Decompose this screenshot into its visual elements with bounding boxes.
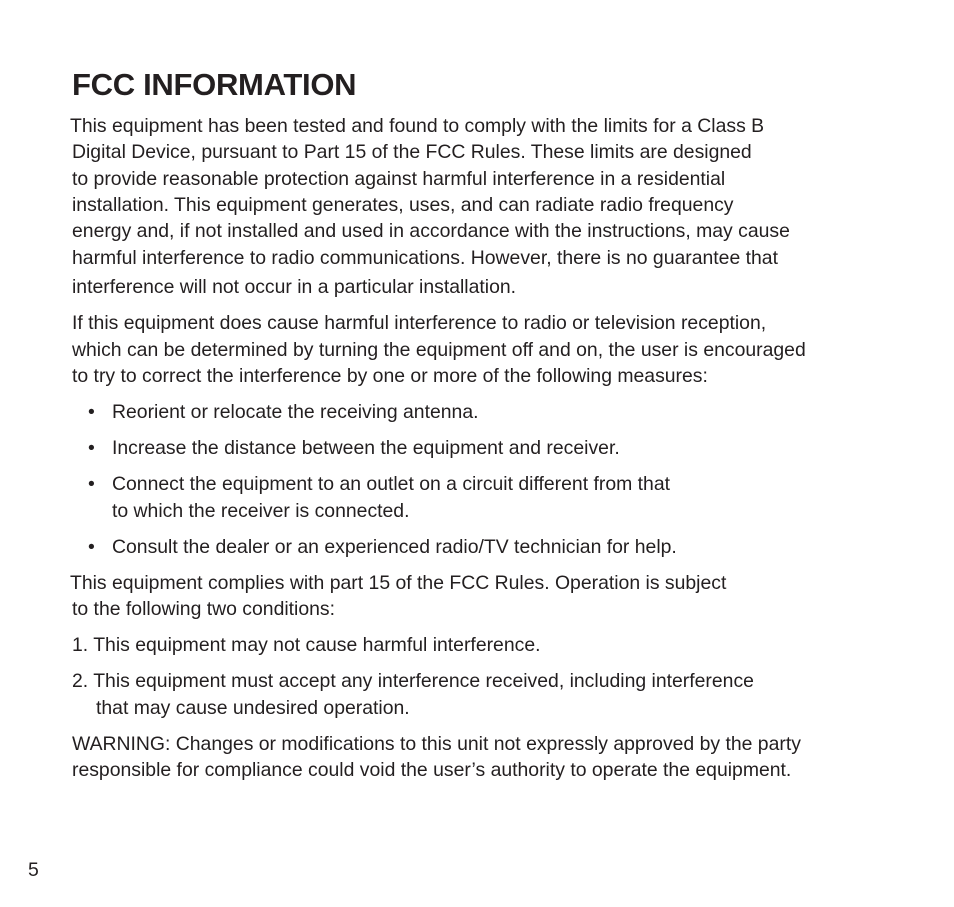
text-line: interference will not occur in a particular installation. (72, 276, 517, 298)
text-line: This equipment has been tested and found to comply with the limits for a Class B (70, 115, 765, 137)
page-title: FCC INFORMATION (72, 67, 357, 102)
bullet-marker: • (88, 401, 95, 423)
text-line: WARNING: Changes or modifications to this unit not expressly approved by the party (72, 733, 801, 755)
text-line: installation. This equipment generates, uses, and can radiate radio frequency (72, 194, 734, 216)
page-number: 5 (28, 859, 39, 881)
text-line: If this equipment does cause harmful interference to radio or television reception, (72, 312, 767, 334)
text-line: responsible for compliance could void the user’s authority to operate the equipment. (72, 759, 792, 781)
text-line: to the following two conditions: (72, 598, 336, 620)
list-item-text: 2. This equipment must accept any interference received, including interference (72, 670, 754, 692)
text-line: to provide reasonable protection against harmful interference in a residential (72, 168, 726, 190)
list-item-text: Increase the distance between the equipment and receiver. (112, 437, 620, 459)
bullet-marker: • (88, 437, 95, 459)
text-line: This equipment complies with part 15 of the FCC Rules. Operation is subject (70, 572, 727, 594)
list-item-text: that may cause undesired operation. (96, 697, 410, 719)
list-item-text: Consult the dealer or an experienced radio/TV technician for help. (112, 536, 677, 558)
list-item-text: Reorient or relocate the receiving antenna. (112, 401, 479, 423)
bullet-marker: • (88, 473, 95, 495)
text-line: which can be determined by turning the equipment off and on, the user is encouraged (72, 339, 806, 361)
list-item-text: Connect the equipment to an outlet on a circuit different from that (112, 473, 670, 495)
list-item-text: to which the receiver is connected. (112, 500, 410, 522)
text-line: Digital Device, pursuant to Part 15 of the FCC Rules. These limits are designed (72, 141, 752, 163)
bullet-marker: • (88, 536, 95, 558)
text-line: energy and, if not installed and used in accordance with the instructions, may cause (72, 220, 790, 242)
list-item-text: 1. This equipment may not cause harmful interference. (72, 634, 541, 656)
text-line: harmful interference to radio communications. However, there is no guarantee that (72, 247, 778, 269)
text-line: to try to correct the interference by one or more of the following measures: (72, 365, 708, 387)
